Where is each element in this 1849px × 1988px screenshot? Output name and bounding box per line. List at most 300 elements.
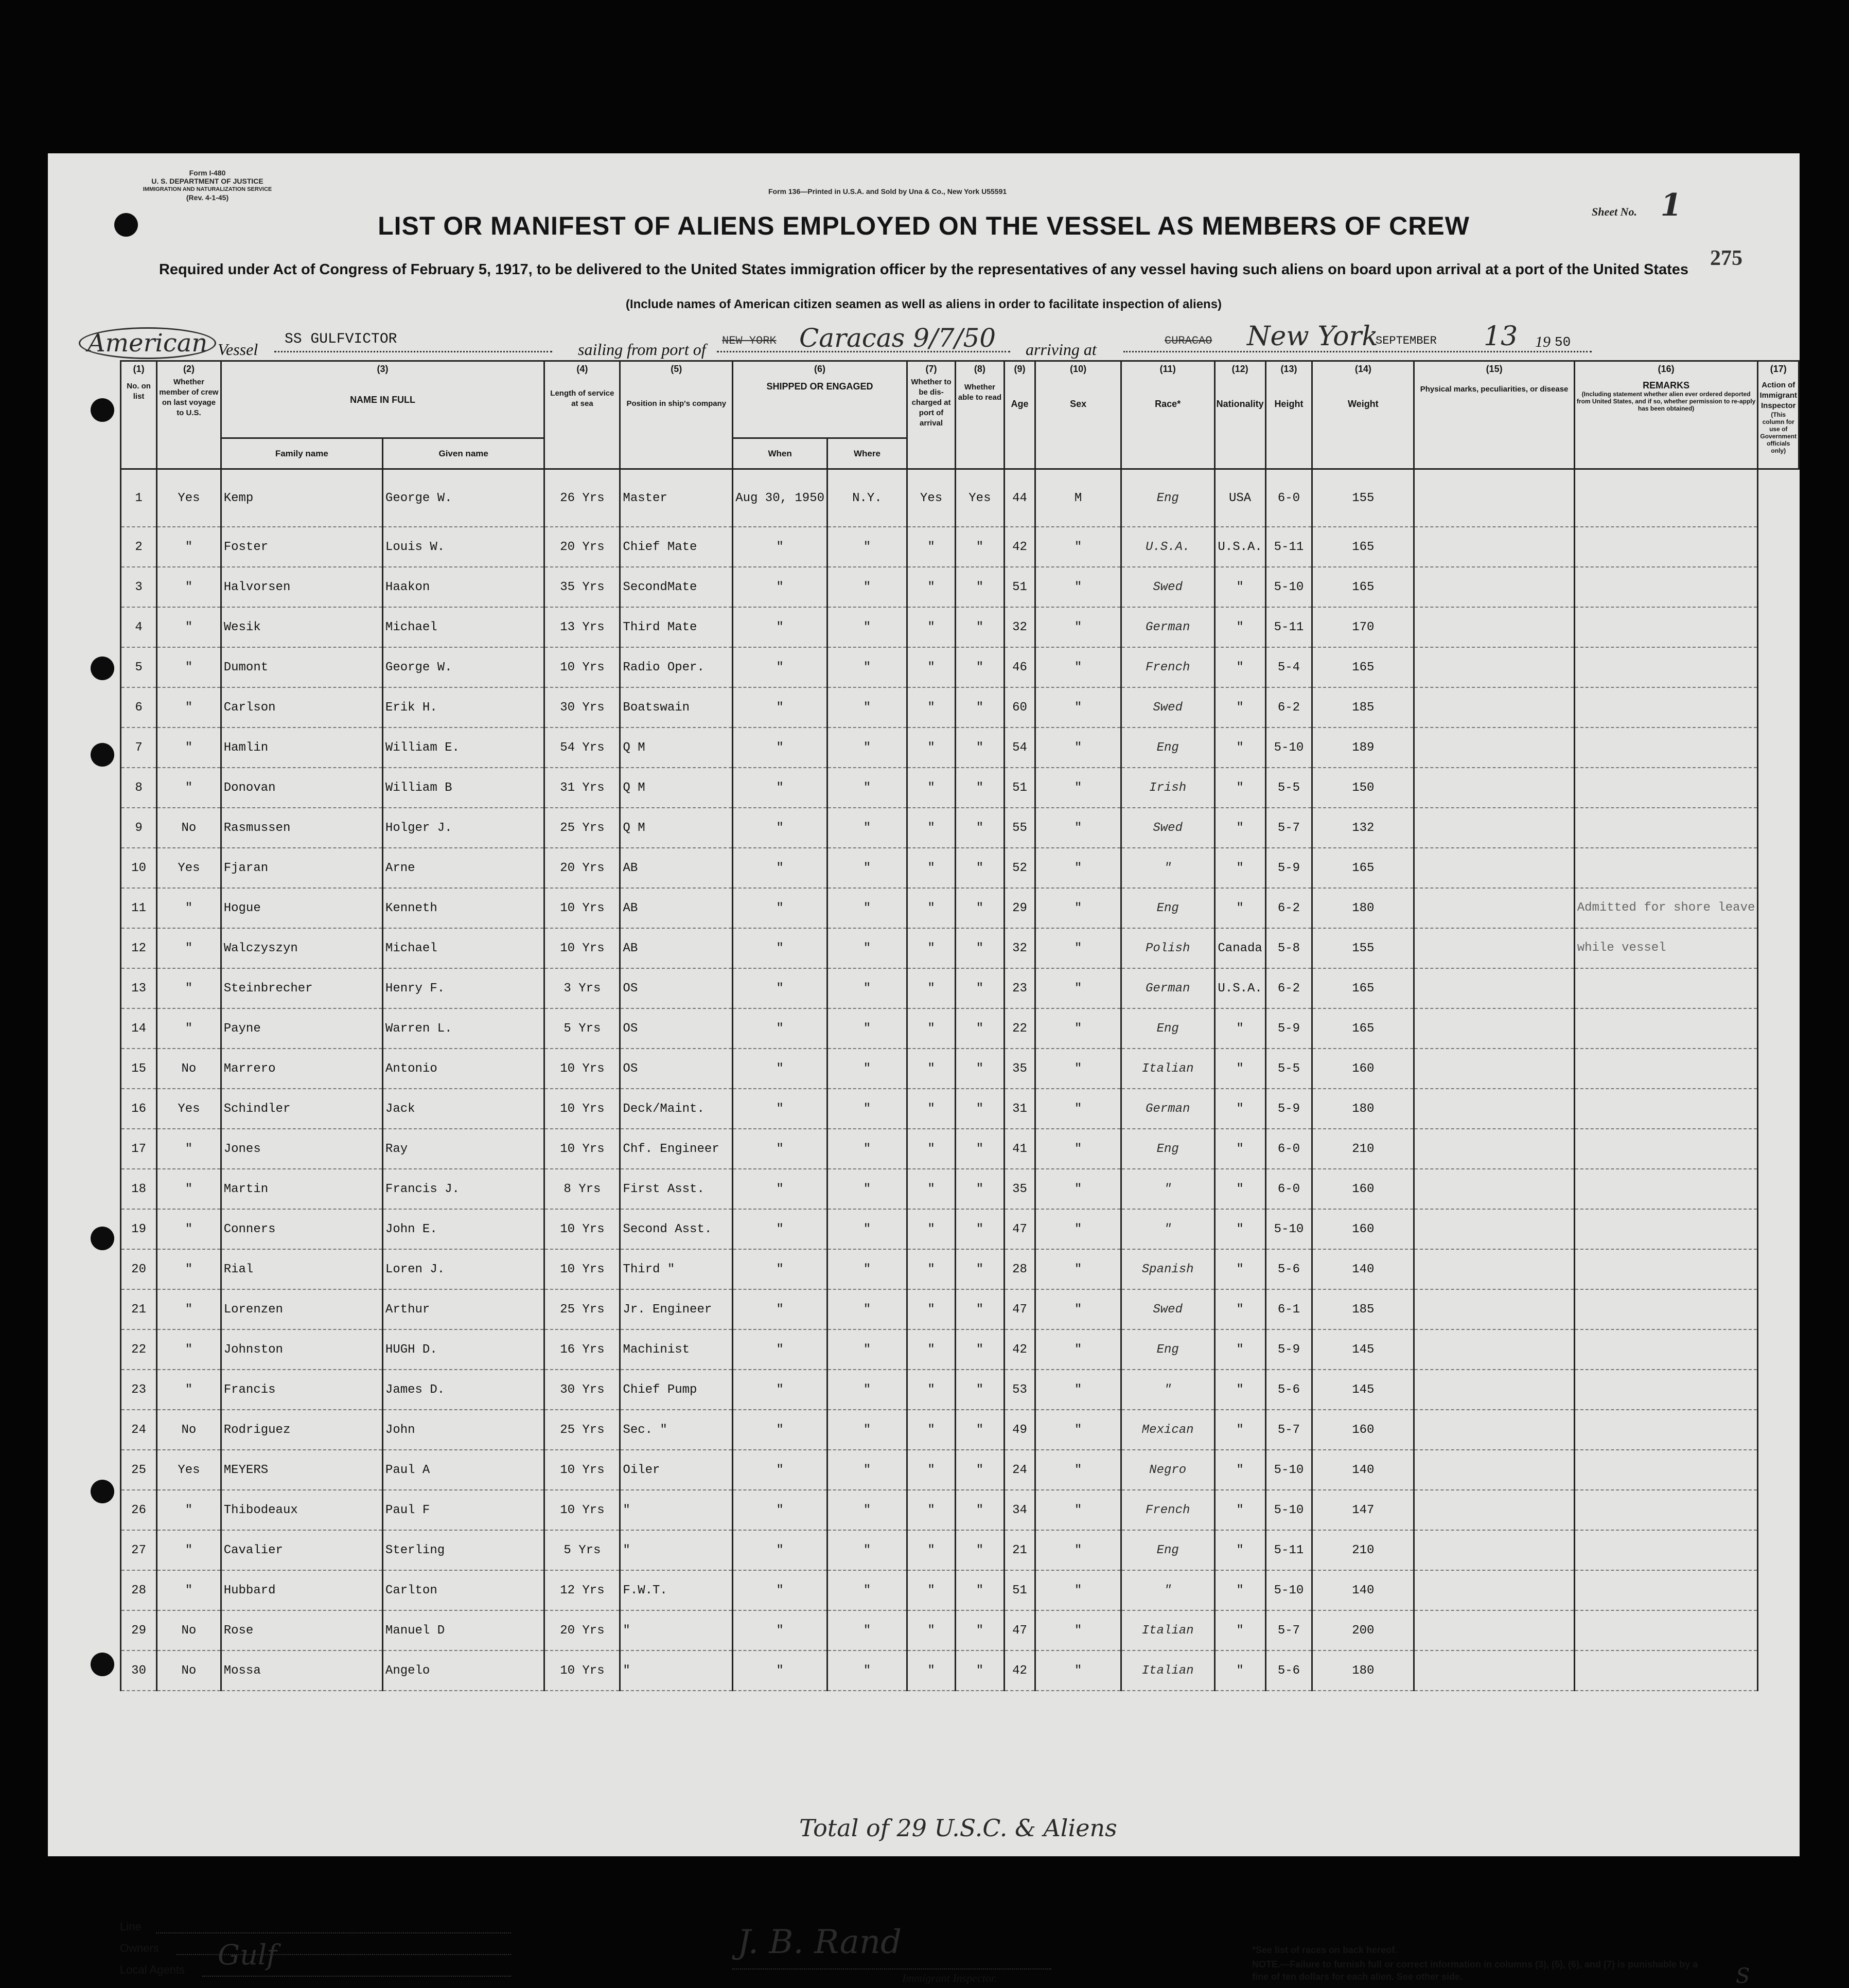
previous-voyage-cell: " bbox=[157, 607, 221, 647]
length-of-service-cell: 54 Yrs bbox=[544, 727, 620, 768]
length-of-service-cell: 25 Yrs bbox=[544, 808, 620, 848]
arriving-line bbox=[1123, 351, 1381, 352]
age-cell: 35 bbox=[1004, 1169, 1035, 1209]
position-cell: OS bbox=[620, 968, 733, 1008]
arrival-year: 50 bbox=[1555, 334, 1571, 350]
manifest-sheet bbox=[48, 153, 1800, 1988]
shipped-where-cell: " bbox=[827, 1650, 907, 1691]
family-name-cell: Thibodeaux bbox=[221, 1490, 382, 1530]
age-cell: 60 bbox=[1004, 687, 1035, 727]
shipped-when-cell: " bbox=[733, 687, 827, 727]
discharged-cell: " bbox=[907, 1049, 955, 1089]
physical-marks-cell bbox=[1414, 1530, 1574, 1570]
race-cell: Mexican bbox=[1121, 1410, 1214, 1450]
remarks-cell bbox=[1574, 1490, 1758, 1530]
shipped-where-cell: " bbox=[827, 1570, 907, 1610]
age-cell: 28 bbox=[1004, 1249, 1035, 1289]
weight-cell: 185 bbox=[1312, 687, 1414, 727]
length-of-service-cell: 30 Yrs bbox=[544, 1370, 620, 1410]
able-to-read-cell: " bbox=[956, 1530, 1004, 1570]
sex-cell: " bbox=[1035, 1249, 1121, 1289]
physical-marks-cell bbox=[1414, 727, 1574, 768]
remarks-cell bbox=[1574, 1209, 1758, 1249]
arriving-port: New York bbox=[1247, 321, 1378, 352]
weight-cell: 185 bbox=[1312, 1289, 1414, 1329]
given-name-cell: William E. bbox=[382, 727, 544, 768]
nationality-cell: " bbox=[1214, 647, 1265, 687]
position-cell: Q M bbox=[620, 727, 733, 768]
discharged-cell: " bbox=[907, 1169, 955, 1209]
previous-voyage-cell: Yes bbox=[157, 1450, 221, 1490]
shipped-when-cell: " bbox=[733, 1570, 827, 1610]
previous-voyage-cell: " bbox=[157, 1249, 221, 1289]
form-title: LIST OR MANIFEST OF ALIENS EMPLOYED ON THE VESSEL AS MEMBERS OF CREW bbox=[378, 211, 1470, 240]
crew-row bbox=[121, 1370, 1799, 1410]
shipped-when-cell: " bbox=[733, 928, 827, 968]
length-of-service-cell: 10 Yrs bbox=[544, 928, 620, 968]
position-cell: Chf. Engineer bbox=[620, 1129, 733, 1169]
shipped-when-cell: " bbox=[733, 1450, 827, 1490]
previous-voyage-cell: Yes bbox=[157, 469, 221, 527]
height-cell: 5-7 bbox=[1265, 1410, 1312, 1450]
shipped-when-cell: " bbox=[733, 1650, 827, 1691]
height-cell: 6-0 bbox=[1265, 1129, 1312, 1169]
remarks-cell bbox=[1574, 647, 1758, 687]
previous-voyage-cell: " bbox=[157, 1570, 221, 1610]
shipped-when-cell: " bbox=[733, 1490, 827, 1530]
age-cell: 49 bbox=[1004, 1410, 1035, 1450]
row-number-cell: 17 bbox=[121, 1129, 157, 1169]
height-cell: 5-9 bbox=[1265, 1089, 1312, 1129]
shipped-where-cell: " bbox=[827, 1129, 907, 1169]
discharged-cell: " bbox=[907, 928, 955, 968]
crew-row bbox=[121, 469, 1799, 527]
race-cell: Swed bbox=[1121, 687, 1214, 727]
weight-cell: 145 bbox=[1312, 1370, 1414, 1410]
physical-marks-cell bbox=[1414, 968, 1574, 1008]
row-number-cell: 24 bbox=[121, 1410, 157, 1450]
discharged-cell: " bbox=[907, 1089, 955, 1129]
binder-hole bbox=[91, 1227, 114, 1250]
race-cell: German bbox=[1121, 607, 1214, 647]
weight-cell: 160 bbox=[1312, 1169, 1414, 1209]
form-id-block bbox=[125, 169, 290, 202]
height-cell: 5-10 bbox=[1265, 727, 1312, 768]
given-name-cell: Paul A bbox=[382, 1450, 544, 1490]
shipped-when-cell: " bbox=[733, 808, 827, 848]
nationality-cell: " bbox=[1214, 848, 1265, 888]
discharged-cell: " bbox=[907, 1329, 955, 1370]
height-cell: 5-7 bbox=[1265, 808, 1312, 848]
physical-marks-cell bbox=[1414, 1129, 1574, 1169]
family-name-cell: Walczyszyn bbox=[221, 928, 382, 968]
physical-marks-cell bbox=[1414, 1450, 1574, 1490]
weight-cell: 155 bbox=[1312, 469, 1414, 527]
physical-marks-cell bbox=[1414, 469, 1574, 527]
position-cell: AB bbox=[620, 848, 733, 888]
age-cell: 29 bbox=[1004, 888, 1035, 928]
previous-voyage-cell: No bbox=[157, 1049, 221, 1089]
crew-row bbox=[121, 1570, 1799, 1610]
race-cell: Eng bbox=[1121, 469, 1214, 527]
physical-marks-cell bbox=[1414, 687, 1574, 727]
able-to-read-cell: " bbox=[956, 808, 1004, 848]
binder-hole bbox=[91, 398, 114, 422]
height-cell: 6-0 bbox=[1265, 1169, 1312, 1209]
nationality-cell: Canada bbox=[1214, 928, 1265, 968]
shipped-when-cell: " bbox=[733, 1129, 827, 1169]
age-cell: 34 bbox=[1004, 1490, 1035, 1530]
col-header-sex: (10) Sex bbox=[1035, 361, 1121, 469]
able-to-read-cell: " bbox=[956, 1089, 1004, 1129]
form-requirement: Required under Act of Congress of February 5, 1917, to be delivered to the United States immigration officer by the representatives of any vessel having such aliens on board upon arrival at a port of the United States bbox=[159, 261, 1689, 278]
nationality-cell: " bbox=[1214, 1530, 1265, 1570]
remarks-cell bbox=[1574, 527, 1758, 567]
family-name-cell: Schindler bbox=[221, 1089, 382, 1129]
position-cell: F.W.T. bbox=[620, 1570, 733, 1610]
family-name-cell: Payne bbox=[221, 1008, 382, 1049]
remarks-cell bbox=[1574, 1450, 1758, 1490]
height-cell: 5-8 bbox=[1265, 928, 1312, 968]
physical-marks-cell bbox=[1414, 848, 1574, 888]
given-name-cell: Holger J. bbox=[382, 808, 544, 848]
discharged-cell: " bbox=[907, 1370, 955, 1410]
nationality-cell: " bbox=[1214, 1650, 1265, 1691]
physical-marks-cell bbox=[1414, 607, 1574, 647]
able-to-read-cell: " bbox=[956, 1008, 1004, 1049]
physical-marks-cell bbox=[1414, 1008, 1574, 1049]
previous-voyage-cell: " bbox=[157, 687, 221, 727]
height-cell: 6-1 bbox=[1265, 1289, 1312, 1329]
weight-cell: 165 bbox=[1312, 968, 1414, 1008]
family-name-cell: Rodriguez bbox=[221, 1410, 382, 1450]
height-cell: 5-10 bbox=[1265, 1490, 1312, 1530]
previous-voyage-cell: " bbox=[157, 1209, 221, 1249]
row-number-cell: 14 bbox=[121, 1008, 157, 1049]
previous-voyage-cell: " bbox=[157, 768, 221, 808]
age-cell: 21 bbox=[1004, 1530, 1035, 1570]
family-name-cell: Marrero bbox=[221, 1049, 382, 1089]
crew-manifest-table bbox=[120, 360, 1800, 1691]
position-cell: Sec. " bbox=[620, 1410, 733, 1450]
previous-voyage-cell: " bbox=[157, 968, 221, 1008]
nationality-cell: " bbox=[1214, 1249, 1265, 1289]
length-of-service-cell: 8 Yrs bbox=[544, 1169, 620, 1209]
position-cell: Q M bbox=[620, 768, 733, 808]
race-cell: " bbox=[1121, 1370, 1214, 1410]
able-to-read-cell: " bbox=[956, 527, 1004, 567]
line-label: Line bbox=[120, 1920, 142, 1933]
family-name-cell: Foster bbox=[221, 527, 382, 567]
discharged-cell: " bbox=[907, 1129, 955, 1169]
discharged-cell: " bbox=[907, 1490, 955, 1530]
row-number-cell: 18 bbox=[121, 1169, 157, 1209]
nationality-cell: " bbox=[1214, 1169, 1265, 1209]
shipped-when-cell: " bbox=[733, 848, 827, 888]
nationality-cell: " bbox=[1214, 1370, 1265, 1410]
remarks-cell bbox=[1574, 1530, 1758, 1570]
race-cell: German bbox=[1121, 968, 1214, 1008]
shipped-when-cell: " bbox=[733, 968, 827, 1008]
given-name-cell: Manuel D bbox=[382, 1610, 544, 1650]
shipped-where-cell: " bbox=[827, 768, 907, 808]
sailing-struck: NEW YORK bbox=[722, 334, 777, 347]
shipped-where-cell: " bbox=[827, 808, 907, 848]
sex-cell: " bbox=[1035, 687, 1121, 727]
sex-cell: " bbox=[1035, 1530, 1121, 1570]
discharged-cell: " bbox=[907, 1209, 955, 1249]
sex-cell: " bbox=[1035, 1008, 1121, 1049]
sex-cell: " bbox=[1035, 1570, 1121, 1610]
discharged-cell: " bbox=[907, 848, 955, 888]
discharged-cell: " bbox=[907, 1249, 955, 1289]
position-cell: Chief Pump bbox=[620, 1370, 733, 1410]
race-cell: Eng bbox=[1121, 1329, 1214, 1370]
sheet-label: Sheet No. bbox=[1592, 205, 1637, 218]
corner-mark: S bbox=[1736, 1964, 1750, 1988]
col-header-name: (3) NAME IN FULL bbox=[221, 361, 544, 438]
able-to-read-cell: " bbox=[956, 1209, 1004, 1249]
family-name-cell: Kemp bbox=[221, 469, 382, 527]
family-name-cell: Rial bbox=[221, 1249, 382, 1289]
weight-cell: 210 bbox=[1312, 1129, 1414, 1169]
nationality-cell: USA bbox=[1214, 469, 1265, 527]
crew-row bbox=[121, 1410, 1799, 1450]
row-number-cell: 4 bbox=[121, 607, 157, 647]
length-of-service-cell: 26 Yrs bbox=[544, 469, 620, 527]
date-line bbox=[1376, 351, 1592, 352]
shipped-when-cell: " bbox=[733, 607, 827, 647]
shipped-where-cell: " bbox=[827, 928, 907, 968]
remarks-cell bbox=[1574, 1008, 1758, 1049]
previous-voyage-cell: " bbox=[157, 1289, 221, 1329]
length-of-service-cell: 12 Yrs bbox=[544, 1570, 620, 1610]
sex-cell: " bbox=[1035, 1049, 1121, 1089]
sex-cell: " bbox=[1035, 768, 1121, 808]
able-to-read-cell: Yes bbox=[956, 469, 1004, 527]
height-cell: 6-2 bbox=[1265, 687, 1312, 727]
shipped-where-cell: " bbox=[827, 1410, 907, 1450]
able-to-read-cell: " bbox=[956, 1650, 1004, 1691]
age-cell: 42 bbox=[1004, 1329, 1035, 1370]
length-of-service-cell: 5 Yrs bbox=[544, 1530, 620, 1570]
shipped-when-cell: " bbox=[733, 1249, 827, 1289]
able-to-read-cell: " bbox=[956, 1329, 1004, 1370]
shipped-where-cell: " bbox=[827, 888, 907, 928]
family-name-cell: Hubbard bbox=[221, 1570, 382, 1610]
previous-voyage-cell: " bbox=[157, 1008, 221, 1049]
length-of-service-cell: 35 Yrs bbox=[544, 567, 620, 607]
crew-rows bbox=[121, 469, 1799, 1691]
crew-row bbox=[121, 1289, 1799, 1329]
length-of-service-cell: 13 Yrs bbox=[544, 607, 620, 647]
family-name-cell: Francis bbox=[221, 1370, 382, 1410]
length-of-service-cell: 10 Yrs bbox=[544, 1450, 620, 1490]
length-of-service-cell: 30 Yrs bbox=[544, 687, 620, 727]
age-cell: 47 bbox=[1004, 1209, 1035, 1249]
owners-label: Owners bbox=[120, 1942, 159, 1955]
col-header-nationality: (12) Nationality bbox=[1214, 361, 1265, 469]
position-cell: Q M bbox=[620, 808, 733, 848]
shipped-where-cell: " bbox=[827, 1329, 907, 1370]
family-name-cell: Martin bbox=[221, 1169, 382, 1209]
sex-cell: " bbox=[1035, 928, 1121, 968]
crew-row bbox=[121, 1169, 1799, 1209]
shipped-where-cell: " bbox=[827, 1089, 907, 1129]
remarks-cell bbox=[1574, 808, 1758, 848]
race-cell: Eng bbox=[1121, 1008, 1214, 1049]
shipped-when-cell: " bbox=[733, 768, 827, 808]
shipped-where-cell: " bbox=[827, 647, 907, 687]
length-of-service-cell: 10 Yrs bbox=[544, 1249, 620, 1289]
nationality-cell: " bbox=[1214, 1570, 1265, 1610]
sex-cell: " bbox=[1035, 968, 1121, 1008]
able-to-read-cell: " bbox=[956, 607, 1004, 647]
nationality-cell: " bbox=[1214, 727, 1265, 768]
given-name-cell: Paul F bbox=[382, 1490, 544, 1530]
weight-cell: 160 bbox=[1312, 1410, 1414, 1450]
age-cell: 51 bbox=[1004, 768, 1035, 808]
shipped-where-cell: " bbox=[827, 1169, 907, 1209]
nationality-cell: " bbox=[1214, 1329, 1265, 1370]
crew-row bbox=[121, 607, 1799, 647]
nationality-cell: " bbox=[1214, 1008, 1265, 1049]
age-cell: 32 bbox=[1004, 607, 1035, 647]
row-number-cell: 7 bbox=[121, 727, 157, 768]
family-name-cell: Halvorsen bbox=[221, 567, 382, 607]
position-cell: OS bbox=[620, 1049, 733, 1089]
vessel-name: SS GULFVICTOR bbox=[285, 331, 397, 347]
binder-hole bbox=[91, 656, 114, 680]
given-name-cell: Kenneth bbox=[382, 888, 544, 928]
length-of-service-cell: 25 Yrs bbox=[544, 1410, 620, 1450]
nationality-cell: " bbox=[1214, 567, 1265, 607]
discharged-cell: " bbox=[907, 607, 955, 647]
height-cell: 5-6 bbox=[1265, 1249, 1312, 1289]
crew-row bbox=[121, 968, 1799, 1008]
family-name-cell: Conners bbox=[221, 1209, 382, 1249]
sex-cell: " bbox=[1035, 1209, 1121, 1249]
weight-cell: 155 bbox=[1312, 928, 1414, 968]
shipped-when-cell: " bbox=[733, 1610, 827, 1650]
previous-voyage-cell: No bbox=[157, 1650, 221, 1691]
crew-row bbox=[121, 928, 1799, 968]
shipped-when-cell: " bbox=[733, 1089, 827, 1129]
sex-cell: " bbox=[1035, 1410, 1121, 1450]
age-cell: 55 bbox=[1004, 808, 1035, 848]
crew-row bbox=[121, 888, 1799, 928]
col-header-age: (9) Age bbox=[1004, 361, 1035, 469]
length-of-service-cell: 10 Yrs bbox=[544, 647, 620, 687]
previous-voyage-cell: No bbox=[157, 1610, 221, 1650]
given-name-cell: George W. bbox=[382, 469, 544, 527]
remarks-cell bbox=[1574, 848, 1758, 888]
height-cell: 5-6 bbox=[1265, 1370, 1312, 1410]
position-cell: Radio Oper. bbox=[620, 647, 733, 687]
height-cell: 5-10 bbox=[1265, 1209, 1312, 1249]
col-header-remarks: (16) REMARKS (Including statement whether alien ever ordered deported from United States, and if so, whether permission to re-apply has been obtained) bbox=[1574, 361, 1758, 469]
row-number-cell: 19 bbox=[121, 1209, 157, 1249]
sailing-port: Caracas 9/7/50 bbox=[799, 323, 996, 353]
nationality-cell: " bbox=[1214, 687, 1265, 727]
height-cell: 5-11 bbox=[1265, 527, 1312, 567]
remarks-cell bbox=[1574, 1049, 1758, 1089]
physical-marks-cell bbox=[1414, 1570, 1574, 1610]
nationality-cell: " bbox=[1214, 768, 1265, 808]
given-name-cell: John bbox=[382, 1410, 544, 1450]
row-number-cell: 27 bbox=[121, 1530, 157, 1570]
crew-row bbox=[121, 1008, 1799, 1049]
physical-marks-cell bbox=[1414, 1610, 1574, 1650]
able-to-read-cell: " bbox=[956, 1610, 1004, 1650]
remarks-cell bbox=[1574, 1410, 1758, 1450]
row-number-cell: 30 bbox=[121, 1650, 157, 1691]
discharged-cell: " bbox=[907, 1008, 955, 1049]
previous-voyage-cell: Yes bbox=[157, 848, 221, 888]
col-header-position: (5) Position in ship's company bbox=[620, 361, 733, 469]
shipped-when-cell: " bbox=[733, 1370, 827, 1410]
length-of-service-cell: 10 Yrs bbox=[544, 888, 620, 928]
previous-voyage-cell: No bbox=[157, 808, 221, 848]
penalty-note: NOTE.—Failure to furnish full or correct information in columns (3), (5), (6), and (7) is punishable by a fine of ten dollars for each alien. See other side. bbox=[1252, 1959, 1698, 1982]
able-to-read-cell: " bbox=[956, 1370, 1004, 1410]
previous-voyage-cell: Yes bbox=[157, 1089, 221, 1129]
crew-row bbox=[121, 727, 1799, 768]
height-cell: 5-10 bbox=[1265, 1450, 1312, 1490]
crew-row bbox=[121, 1209, 1799, 1249]
age-cell: 51 bbox=[1004, 567, 1035, 607]
position-cell: Machinist bbox=[620, 1329, 733, 1370]
remarks-cell bbox=[1574, 727, 1758, 768]
shipped-where-cell: " bbox=[827, 687, 907, 727]
col-header-physical-marks: (15) Physical marks, peculiarities, or disease bbox=[1414, 361, 1574, 469]
given-name-cell: Louis W. bbox=[382, 527, 544, 567]
shipped-where-cell: " bbox=[827, 527, 907, 567]
physical-marks-cell bbox=[1414, 1209, 1574, 1249]
weight-cell: 165 bbox=[1312, 567, 1414, 607]
weight-cell: 140 bbox=[1312, 1249, 1414, 1289]
binder-hole bbox=[91, 1653, 114, 1676]
crew-row bbox=[121, 527, 1799, 567]
discharged-cell: " bbox=[907, 1650, 955, 1691]
previous-voyage-cell: " bbox=[157, 1370, 221, 1410]
given-name-cell: HUGH D. bbox=[382, 1329, 544, 1370]
race-cell: " bbox=[1121, 1570, 1214, 1610]
row-number-cell: 6 bbox=[121, 687, 157, 727]
position-cell: First Asst. bbox=[620, 1169, 733, 1209]
length-of-service-cell: 31 Yrs bbox=[544, 768, 620, 808]
race-cell: Eng bbox=[1121, 888, 1214, 928]
given-name-cell: Sterling bbox=[382, 1530, 544, 1570]
given-name-cell: Ray bbox=[382, 1129, 544, 1169]
given-name-cell: Haakon bbox=[382, 567, 544, 607]
shipped-where-cell: " bbox=[827, 1490, 907, 1530]
position-cell: Jr. Engineer bbox=[620, 1289, 733, 1329]
sex-cell: " bbox=[1035, 1289, 1121, 1329]
shipped-where-cell: " bbox=[827, 1209, 907, 1249]
shipped-when-cell: " bbox=[733, 567, 827, 607]
col-header-previous-voyage: (2) Whether member of crew on last voyage to U.S. bbox=[157, 361, 221, 469]
able-to-read-cell: " bbox=[956, 687, 1004, 727]
given-name-cell: George W. bbox=[382, 647, 544, 687]
vessel-name-line bbox=[274, 351, 552, 352]
able-to-read-cell: " bbox=[956, 1570, 1004, 1610]
age-cell: 32 bbox=[1004, 928, 1035, 968]
row-number-cell: 8 bbox=[121, 768, 157, 808]
discharged-cell: " bbox=[907, 687, 955, 727]
shipped-where-cell: N.Y. bbox=[827, 469, 907, 527]
age-cell: 23 bbox=[1004, 968, 1035, 1008]
